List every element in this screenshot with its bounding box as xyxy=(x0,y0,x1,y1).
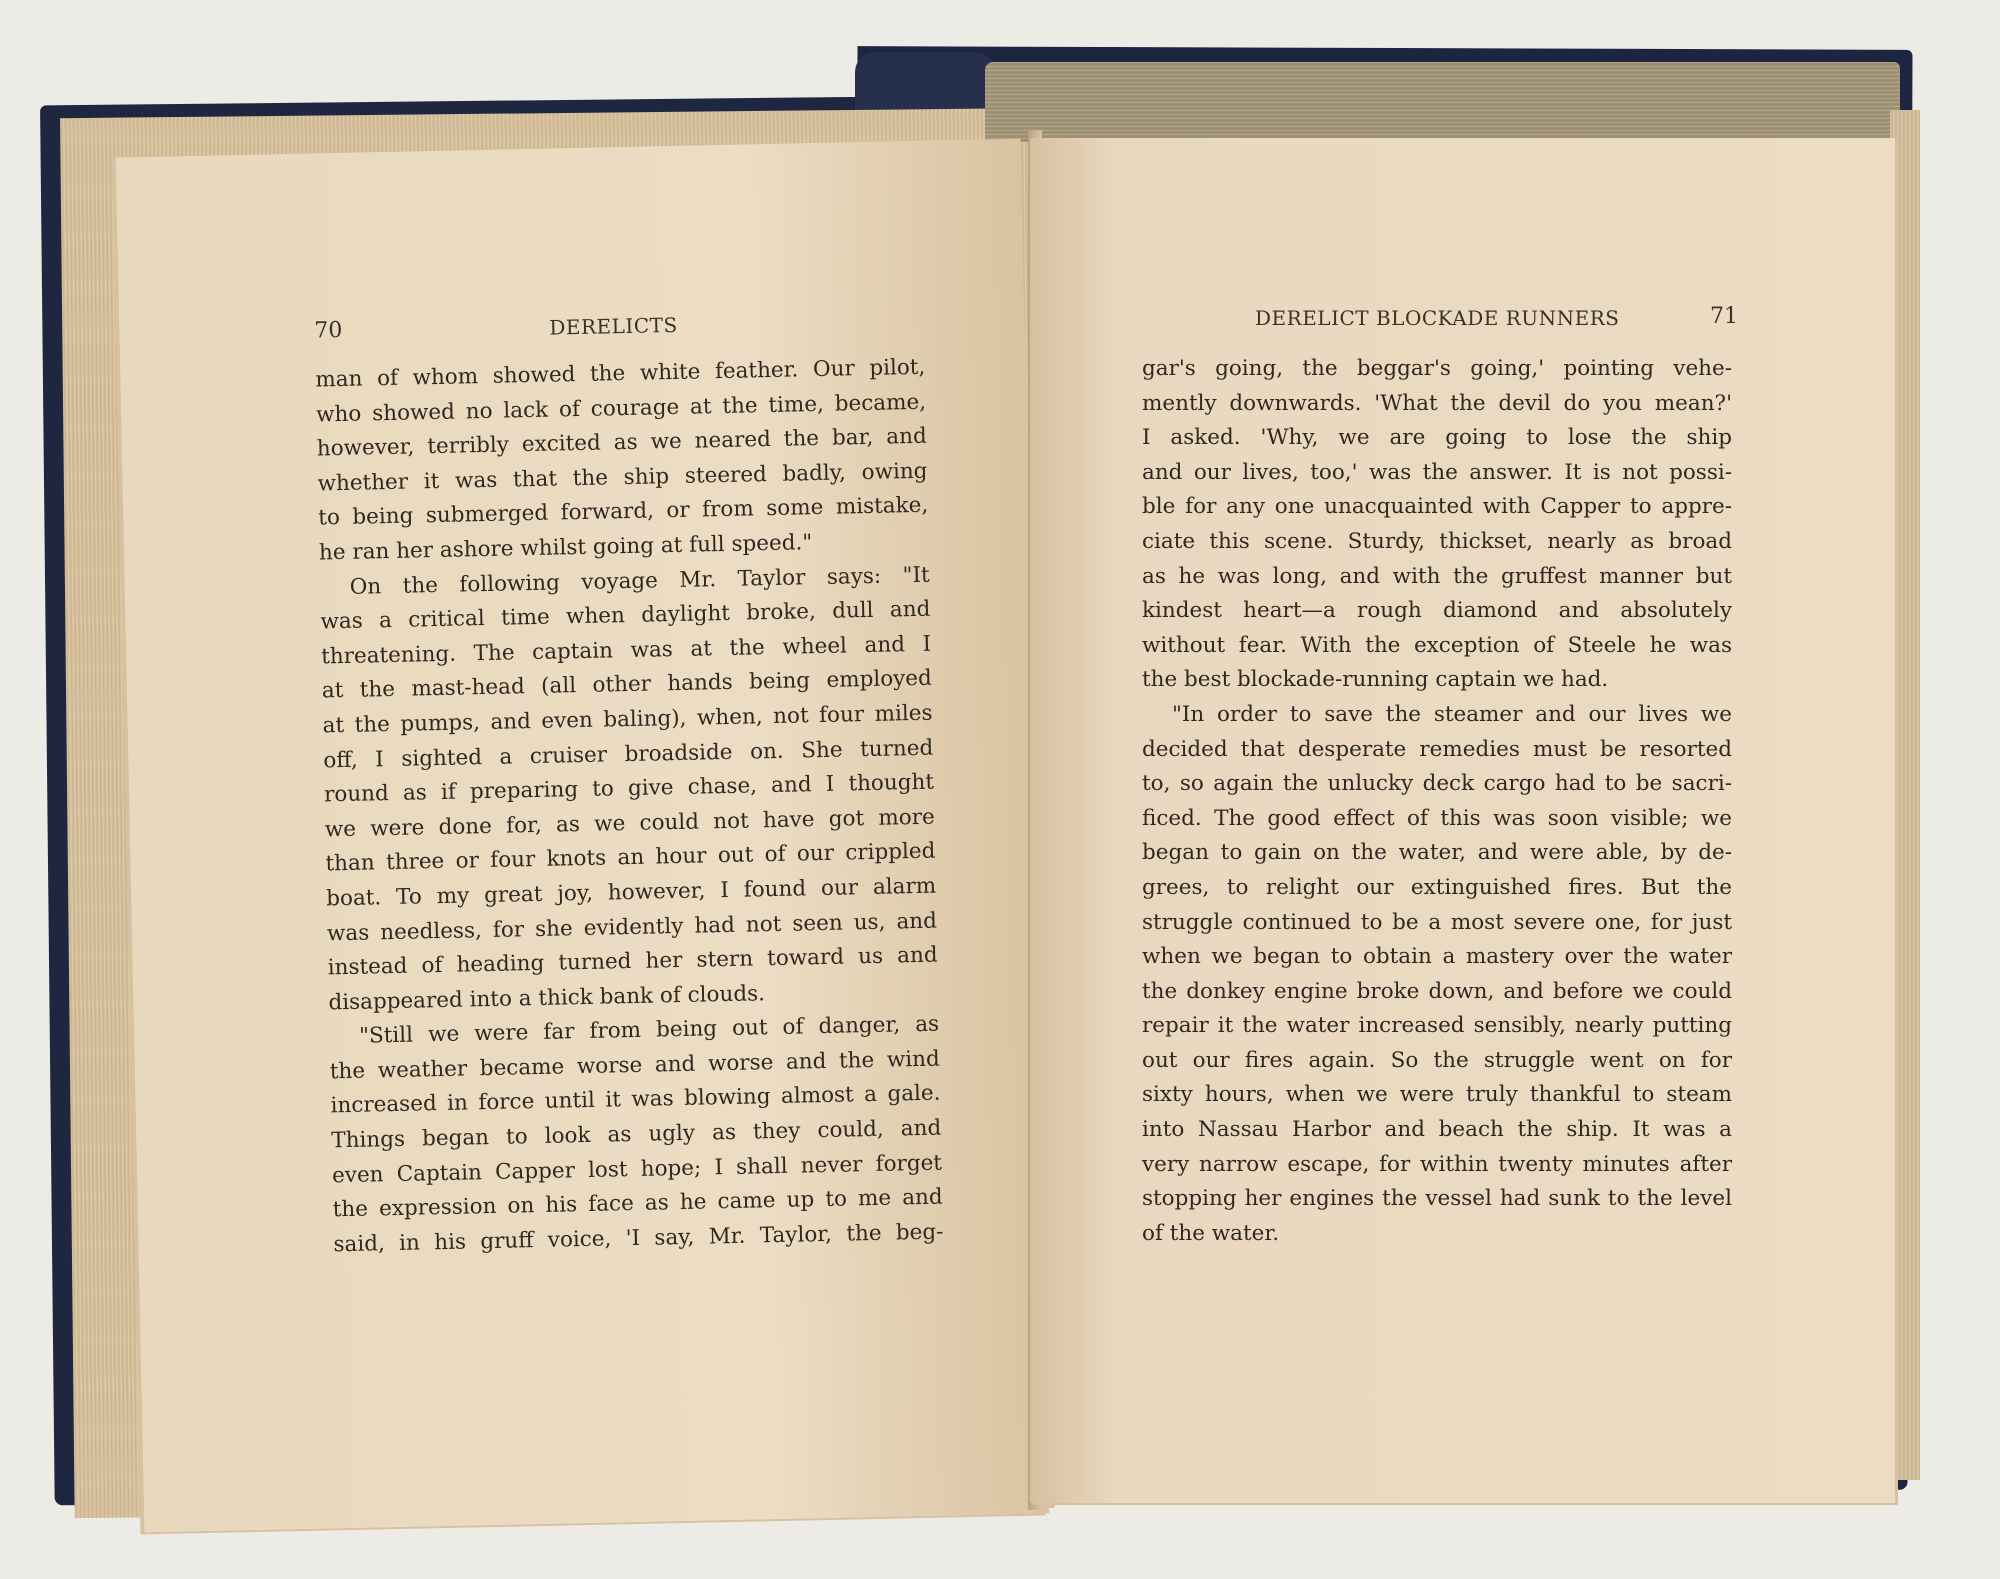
text-line: mently downwards. 'What the devil do you mean?' xyxy=(1142,390,1732,416)
text-line: ficed. The good effect of this was soon visible; we xyxy=(1142,805,1732,831)
text-line: "In order to save the steamer and our lives we xyxy=(1172,701,1732,727)
text-line: at the mast-head (all other hands being employed xyxy=(321,665,933,704)
text-line: who showed no lack of courage at the time, became, xyxy=(315,389,927,428)
text-line: stopping her engines the vessel had sunk to the level xyxy=(1142,1186,1732,1212)
right-page-number: 71 xyxy=(1710,304,1738,329)
text-line: sixty hours, when we were truly thankful to steam xyxy=(1142,1082,1732,1108)
text-line: even Captain Capper lost hope; I shall never forget xyxy=(331,1150,943,1188)
text-line: decided that desperate remedies must be resorted xyxy=(1142,736,1732,762)
text-line: to, so again the unlucky deck cargo had to be sacri- xyxy=(1142,771,1732,797)
text-line: was needless, for she evidently had not seen us, and xyxy=(326,908,938,946)
text-line: disappeared into a thick bank of clouds. xyxy=(328,980,766,1016)
text-line: round as if preparing to give chase, and I thought xyxy=(323,769,935,808)
left-page-text xyxy=(315,351,944,1263)
text-line: the weather became worse and worse and the wind xyxy=(329,1046,941,1085)
text-line: grees, to relight our extinguished fires. But the xyxy=(1142,874,1732,900)
text-line: began to gain on the water, and were able, by de- xyxy=(1142,840,1732,866)
text-line: Things began to look as ugly as they could, and xyxy=(331,1115,942,1154)
right-page xyxy=(1030,138,1895,1503)
text-line: "Still we were far from being out of danger, as xyxy=(358,1011,940,1049)
left-running-head: DERELICTS xyxy=(549,312,678,340)
text-line: and our lives, too,' was the answer. It is not possi- xyxy=(1142,459,1732,485)
text-line: was a critical time when daylight broke, dull and xyxy=(320,596,931,635)
text-line: whether it was that the ship steered badly, owing xyxy=(317,458,928,497)
page-edges-top xyxy=(985,62,1900,142)
text-line: off, I sighted a cruiser broadside on. She turned xyxy=(323,735,934,773)
text-line: repair it the water increased sensibly, nearly putting xyxy=(1142,1013,1732,1039)
text-line: he ran her ashore whilst going at full speed." xyxy=(318,530,813,566)
text-line: we were done for, as we could not have got more xyxy=(324,804,935,843)
text-line: however, terribly excited as we neared the bar, and xyxy=(316,423,927,462)
text-line: man of whom showed the white feather. Our pilot, xyxy=(315,354,926,393)
text-line: said, in his gruff voice, 'I say, Mr. Taylor, the beg- xyxy=(333,1219,944,1258)
right-page-text xyxy=(1142,352,1732,1251)
left-page xyxy=(116,139,1050,1533)
text-line: ble for any one unacquainted with Capper to appre- xyxy=(1142,494,1732,520)
text-line: than three or four knots an hour out of our crippled xyxy=(325,838,936,877)
text-line: On the following voyage Mr. Taylor says: "It xyxy=(349,562,930,600)
text-line: into Nassau Harbor and beach the ship. It was a xyxy=(1142,1117,1732,1143)
text-line: to being submerged forward, or from some mistake, xyxy=(318,493,929,531)
left-page-number: 70 xyxy=(314,317,343,344)
text-line: very narrow escape, for within twenty minutes after xyxy=(1142,1151,1732,1177)
text-line: when we began to obtain a mastery over the water xyxy=(1142,944,1732,970)
right-running-head: DERELICT BLOCKADE RUNNERS xyxy=(1255,306,1620,330)
text-line: without fear. With the exception of Steele he was xyxy=(1142,632,1732,658)
text-line: gar's going, the beggar's going,' pointing vehe- xyxy=(1142,356,1732,381)
text-line: I asked. 'Why, we are going to lose the ship xyxy=(1142,425,1732,451)
text-line: ciate this scene. Sturdy, thickset, nearly as broad xyxy=(1142,528,1732,554)
text-line: out our fires again. So the struggle went on for xyxy=(1142,1047,1732,1073)
text-line: as he was long, and with the gruffest manner but xyxy=(1142,563,1732,589)
text-line: boat. To my great joy, however, I found our alarm xyxy=(326,873,937,912)
text-line: increased in force until it was blowing almost a gale. xyxy=(330,1081,941,1119)
text-line: struggle continued to be a most severe one, for just xyxy=(1142,909,1732,935)
text-line: at the pumps, and even baling), when, not four miles xyxy=(322,700,933,739)
text-line: threatening. The captain was at the wheel and I xyxy=(320,631,932,670)
text-line: kindest heart—a rough diamond and absolutely xyxy=(1142,598,1732,624)
text-line: the best blockade-running captain we had. xyxy=(1142,667,1609,693)
text-line: the expression on his face as he came up to me and xyxy=(332,1184,943,1223)
text-line: the donkey engine broke down, and before we could xyxy=(1142,978,1732,1004)
text-line: of the water. xyxy=(1142,1220,1280,1246)
text-line: instead of heading turned her stern toward us and xyxy=(327,942,938,981)
